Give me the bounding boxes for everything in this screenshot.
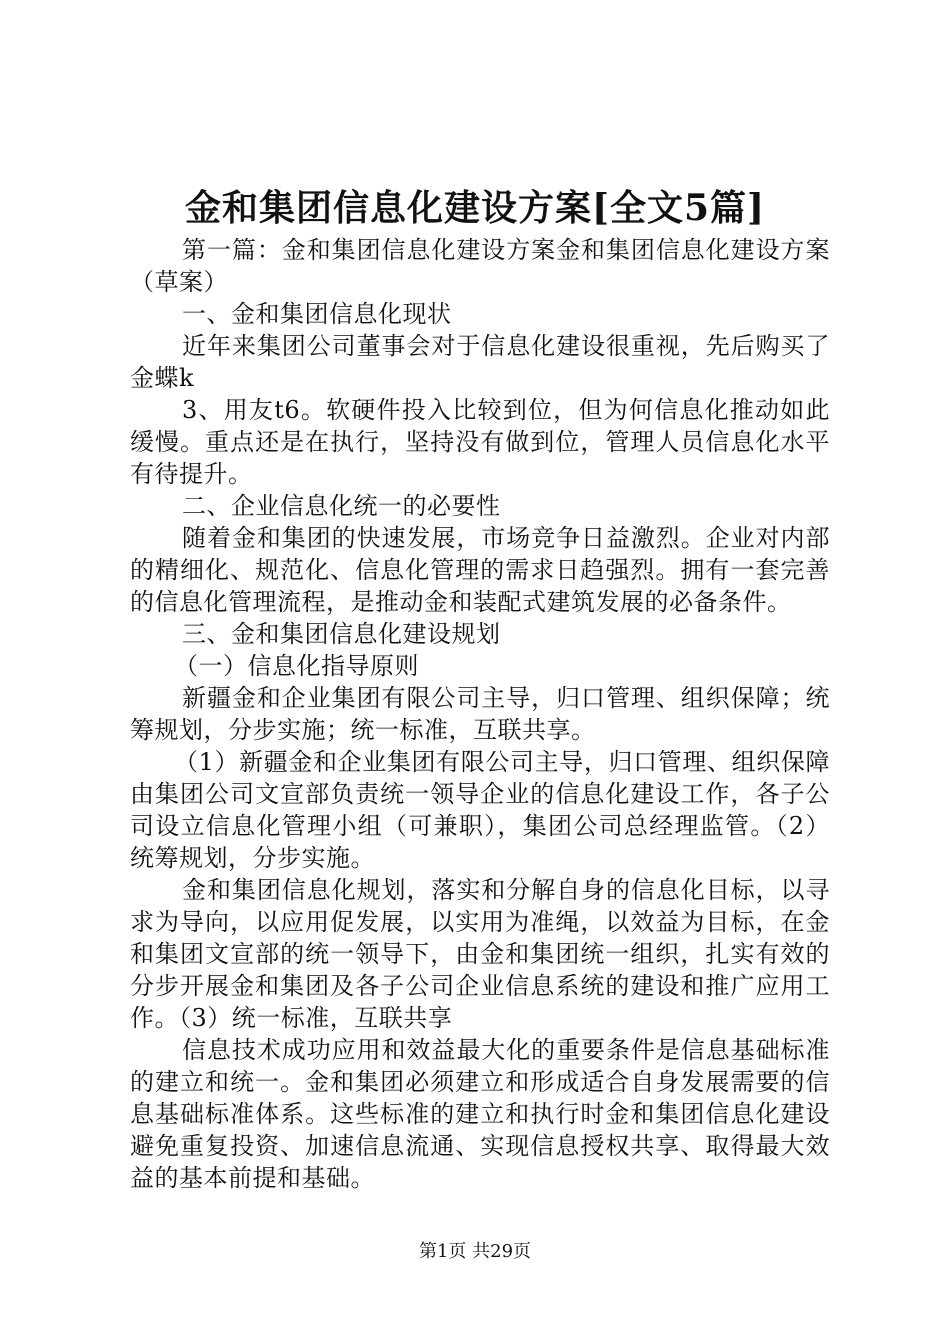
paragraph-principles: 新疆金和企业集团有限公司主导，归口管理、组织保障；统筹规划，分步实施；统一标准，互联共享。	[130, 684, 830, 744]
paragraph-intro: 第一篇：金和集团信息化建设方案金和集团信息化建设方案（草案）	[130, 236, 830, 296]
heading-subsection-1: （一）信息化指导原则	[174, 652, 419, 680]
heading-section-1: 一、金和集团信息化现状	[182, 300, 452, 328]
heading-section-3: 三、金和集团信息化建设规划	[182, 620, 501, 648]
paragraph-status-continued: 3、用友t6。软硬件投入比较到位，但为何信息化推动如此缓慢。重点还是在执行，坚持没有做到位，管理人员信息化水平有待提升。	[130, 396, 830, 488]
paragraph-principle-3: 信息技术成功应用和效益最大化的重要条件是信息基础标准的建立和统一。金和集团必须建立和形成适合自身发展需要的信息基础标准体系。这些标准的建立和执行时金和集团信息化建设避免重复投资、加速信息流通、实现信息授权共享、取得最大效益的基本前提和基础。	[130, 1036, 830, 1192]
paragraph-principle-2: 金和集团信息化规划，落实和分解自身的信息化目标，以寻求为导向，以应用促发展，以实用为准绳，以效益为目标，在金和集团文宣部的统一领导下，由金和集团统一组织，扎实有效的分步开展金和集团及各子公司企业信息系统的建设和推广应用工作。（3）统一标准，互联共享	[130, 876, 830, 1032]
document-body	[130, 234, 830, 1194]
heading-section-2: 二、企业信息化统一的必要性	[182, 492, 501, 520]
paragraph-status: 近年来集团公司董事会对于信息化建设很重视，先后购买了金蝶k	[130, 332, 830, 392]
page-footer: 第1页 共29页	[418, 1241, 532, 1262]
document-title: 金和集团信息化建设方案[全文5篇]	[184, 187, 766, 229]
paragraph-necessity: 随着金和集团的快速发展，市场竞争日益激烈。企业对内部的精细化、规范化、信息化管理的需求日趋强烈。拥有一套完善的信息化管理流程，是推动金和装配式建筑发展的必备条件。	[130, 524, 830, 616]
paragraph-principle-1: （1）新疆金和企业集团有限公司主导，归口管理、组织保障由集团公司文宣部负责统一领导企业的信息化建设工作，各子公司设立信息化管理小组（可兼职），集团公司总经理监管。（2）统筹规划，分步实施。	[130, 748, 830, 872]
